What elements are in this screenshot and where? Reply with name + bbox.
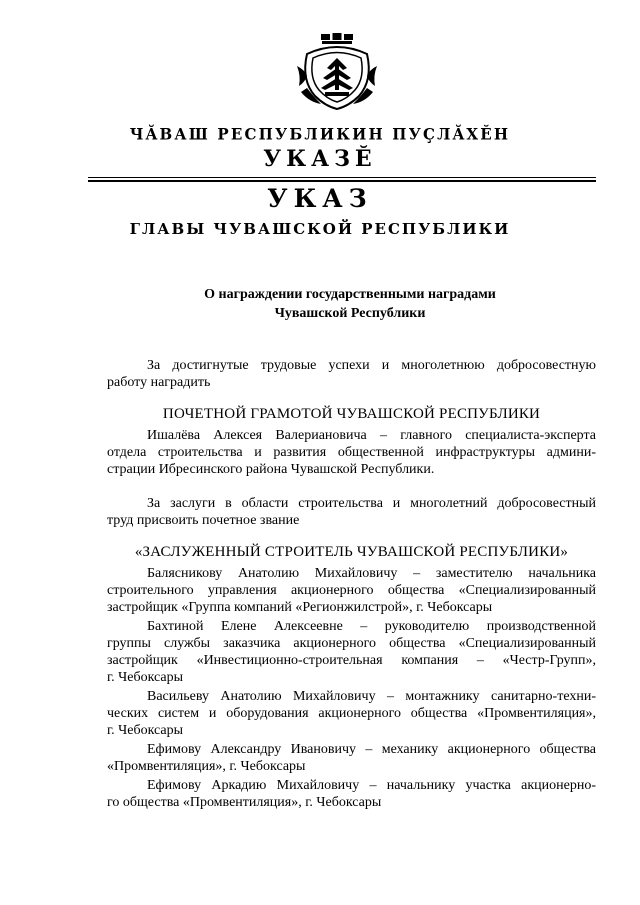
recipient-2-line-1: Бахтиной Елене Алексеевне – руководителю производственной (147, 619, 596, 634)
recipient-2-line-3: застройщик «Инвестиционно-строительная компания – «Честр-Групп», (107, 653, 596, 668)
awardee-1-line-1: Ишалёва Алексея Валериановича – главного специалиста-эксперта (147, 428, 596, 443)
awardee-1-line-3: страции Ибресинского района Чувашской Республики. (107, 462, 435, 477)
issuer-line: ГЛАВЫ ЧУВАШСКОЙ РЕСПУБЛИКИ (129, 220, 511, 238)
chuvash-decree-title: УКАЗĔ (263, 146, 377, 172)
paragraph-2-line-1: За заслуги в области строительства и многолетний добросовестный (147, 496, 596, 511)
chuvash-header-line: ЧĂВАШ РЕСПУБЛИКИН ПУҪЛĂХĔН (129, 124, 511, 144)
decree-title: УКАЗ (267, 184, 373, 213)
subject-line-1: О награждении государственными наградами (204, 287, 496, 302)
header-divider-thin (88, 177, 596, 178)
recipient-1-line-3: застройщик «Группа компаний «Регионжилстрой», г. Чебоксары (107, 600, 493, 615)
paragraph-1-line-2: работу наградить (107, 375, 211, 390)
recipient-2-line-4: г. Чебоксары (107, 670, 184, 685)
paragraph-1-line-1: За достигнутые трудовые успехи и многолетнюю добросовестную (147, 358, 596, 373)
recipient-4-line-2: «Промвентиляция», г. Чебоксары (107, 759, 306, 774)
subject-line-2: Чувашской Республики (274, 306, 426, 321)
recipient-4-line-1: Ефимову Александру Ивановичу – механику акционерного общества (147, 742, 596, 757)
recipient-3-line-1: Васильеву Анатолию Михайловичу – монтажнику санитарно-техни- (147, 689, 596, 704)
award-title-honorary-diploma: ПОЧЕТНОЙ ГРАМОТОЙ ЧУВАШСКОЙ РЕСПУБЛИКИ (162, 406, 541, 422)
recipient-5-line-2: го общества «Промвентиляция», г. Чебоксары (107, 795, 382, 810)
coat-of-arms-emblem (293, 32, 381, 112)
recipient-2-line-2: группы службы заказчика акционерного общества «Специализированный (107, 636, 596, 651)
recipient-3-line-2: ческих систем и оборудования акционерного общества «Промвентиляция», (107, 706, 596, 721)
recipient-1-line-2: строительного управления акционерного общества «Специализированный (107, 583, 596, 598)
recipient-3-line-3: г. Чебоксары (107, 723, 184, 738)
recipient-1-line-1: Балясникову Анатолию Михайловичу – заместителю начальника (147, 566, 596, 581)
awardee-1-line-2: отдела строительства и развития общественной инфраструктуры админи- (107, 445, 596, 460)
award-title-honored-builder: «ЗАСЛУЖЕННЫЙ СТРОИТЕЛЬ ЧУВАШСКОЙ РЕСПУБЛИКИ» (134, 544, 569, 560)
paragraph-2-line-2: труд присвоить почетное звание (107, 513, 300, 528)
header-divider-thick (88, 180, 596, 182)
decree-subject (100, 285, 600, 323)
recipient-5-line-1: Ефимову Аркадию Михайловичу – начальнику участка акционерно- (147, 778, 596, 793)
